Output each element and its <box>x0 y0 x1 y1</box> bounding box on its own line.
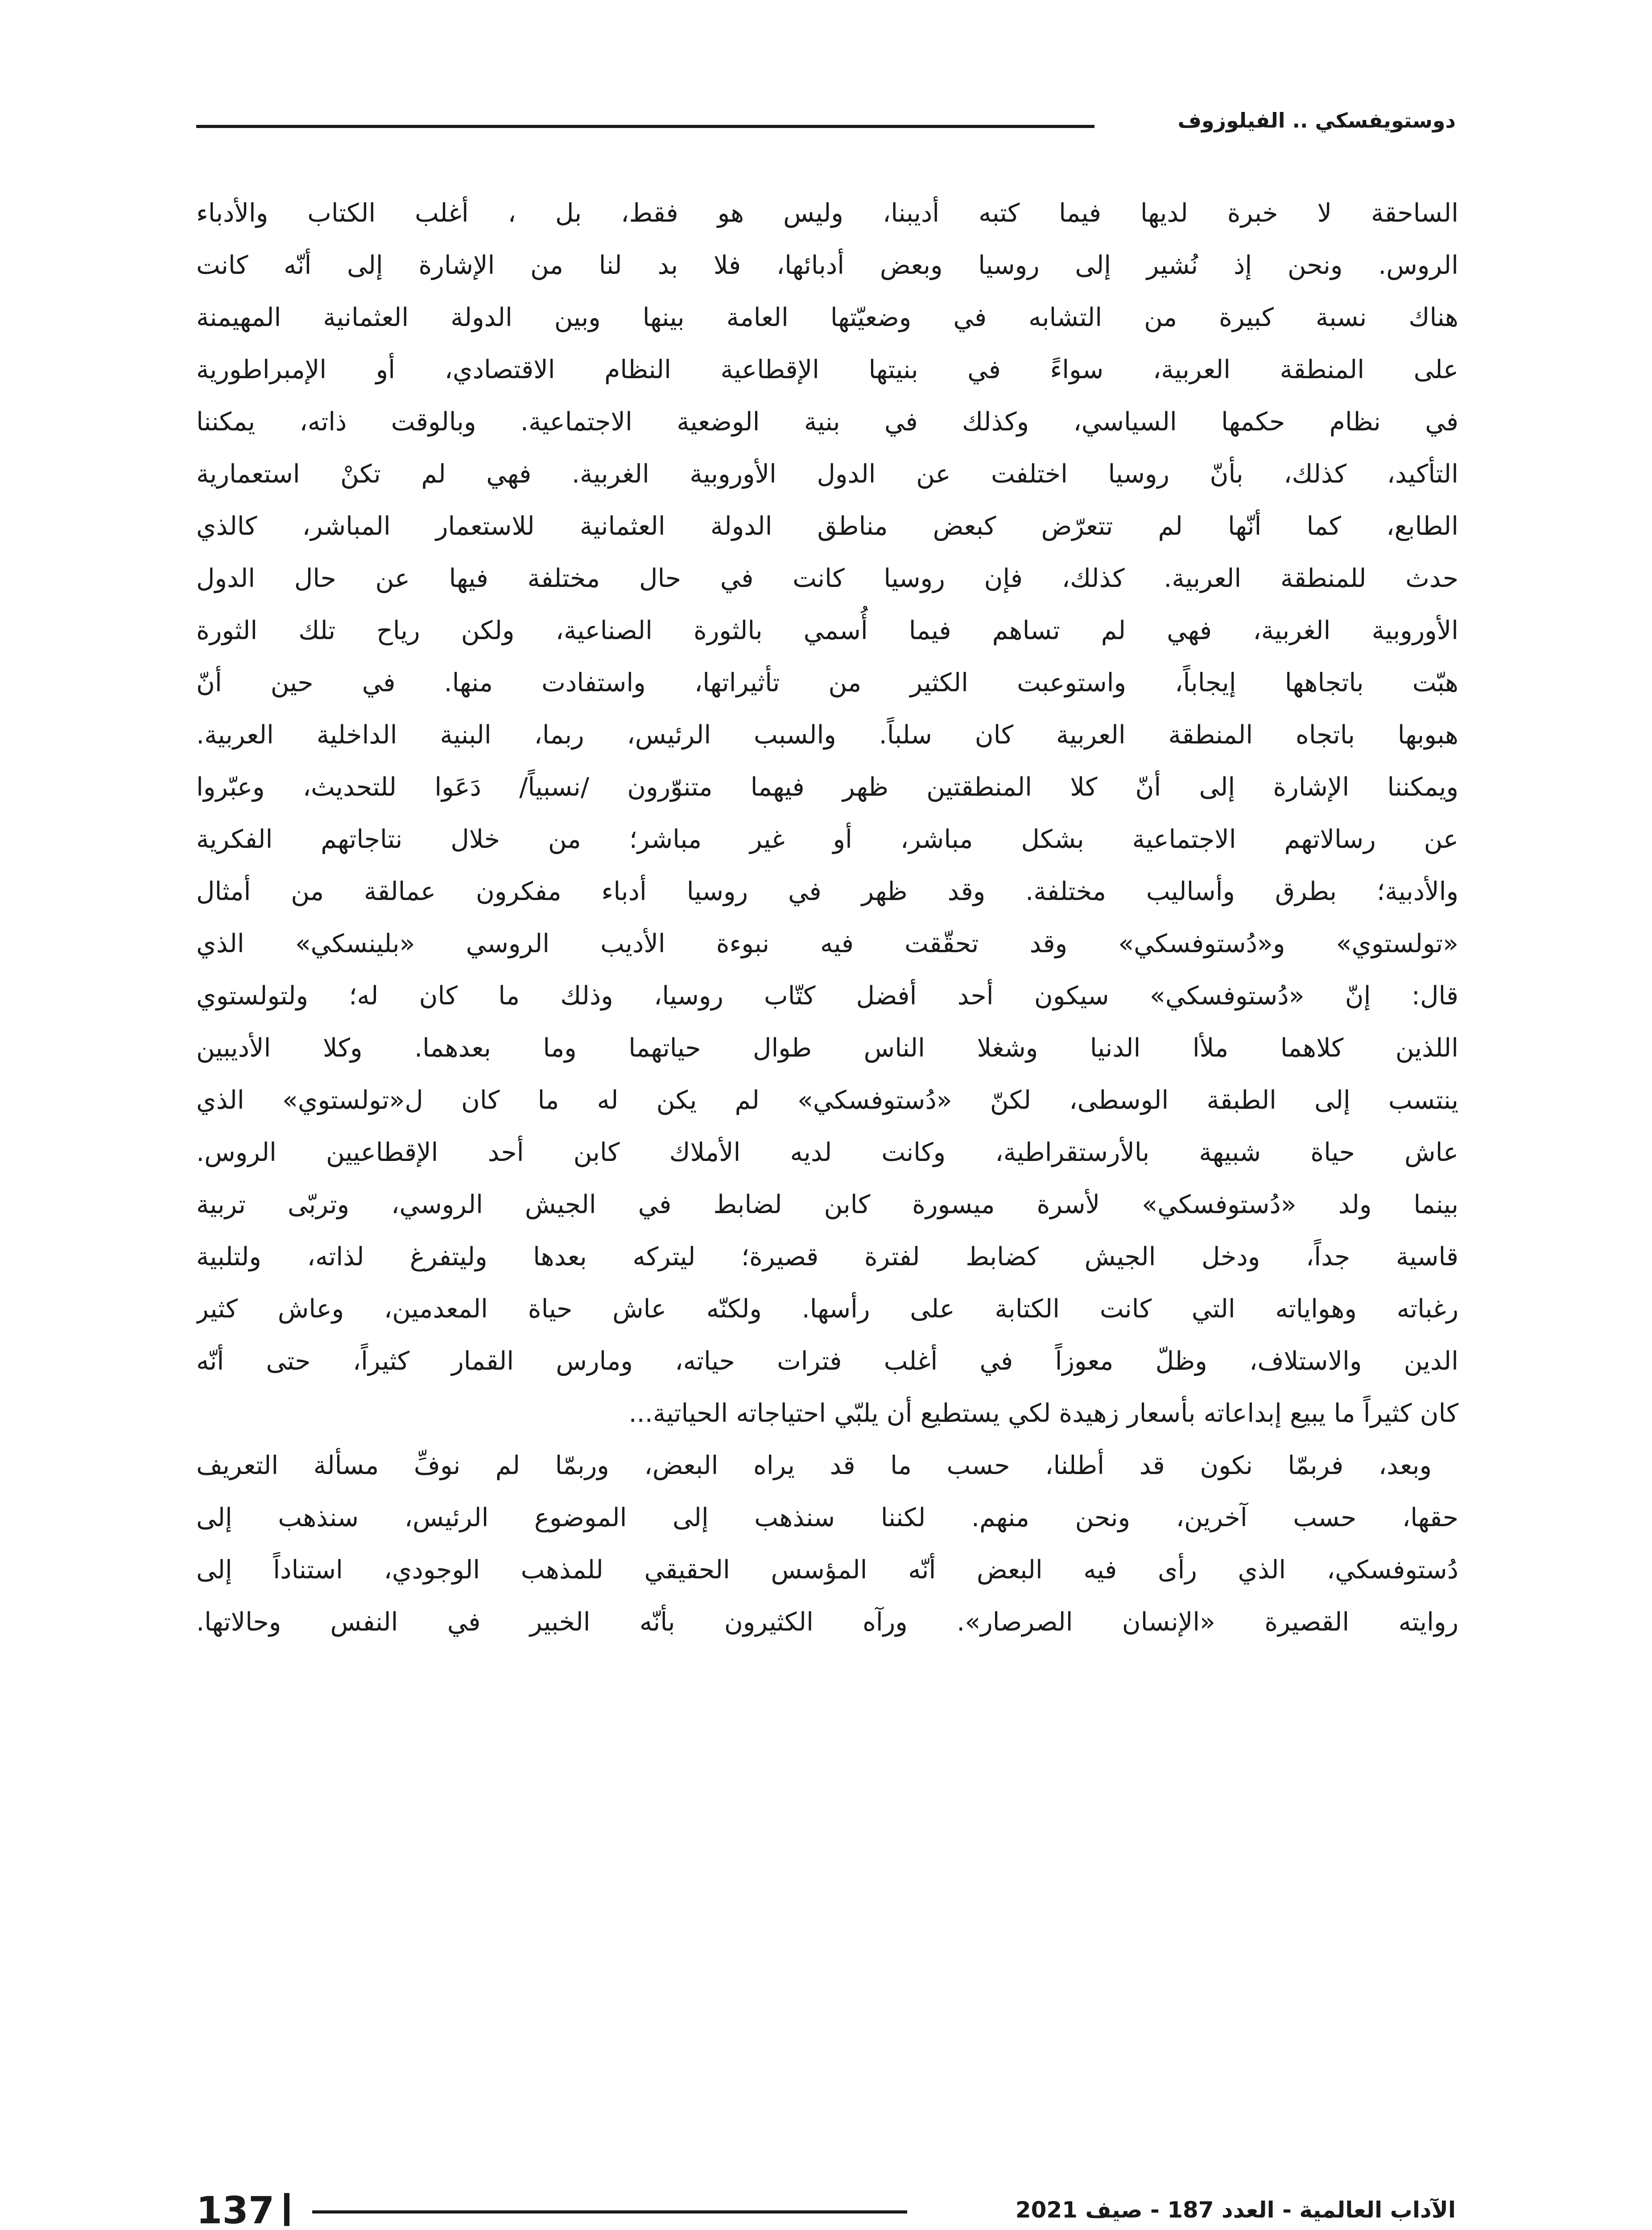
body-line: ويمكننا الإشارة إلى أنّ كلا المنطقتين ظهر فيهما متنوّرون /نسبياً/ دَعَوا للتحديث، وعبّروا <box>196 772 1458 802</box>
body-line: على المنطقة العربية، سواءً في بنيتها الإقطاعية النظام الاقتصادي، أو الإمبراطورية <box>196 355 1458 384</box>
body-line: في نظام حكمها السياسي، وكذلك في بنية الوضعية الاجتماعية. وبالوقت ذاته، يمكننا <box>196 407 1458 437</box>
body-line: دُستوفسكي، الذي رأى فيه البعض أنّه المؤسس الحقيقي للمذهب الوجودي، استناداً إلى <box>196 1555 1458 1585</box>
body-line: والأدبية؛ بطرق وأساليب مختلفة. وقد ظهر في روسيا أدباء مفكرون عمالقة من أمثال <box>196 877 1458 906</box>
header-rule <box>196 125 1094 128</box>
body-line: رغباته وهواياته التي كانت الكتابة على رأسها. ولكنّه عاش حياة المعدمين، وعاش كثير <box>196 1294 1458 1324</box>
body-line: «تولستوي» و«دُستوفسكي» وقد تحقّقت فيه نبوءة الأديب الروسي «بلينسكي» الذي <box>196 929 1458 958</box>
body-line: التأكيد، كذلك، بأنّ روسيا اختلفت عن الدول الأوروبية الغربية. فهي لم تكنْ استعمارية <box>196 459 1458 489</box>
body-line: ينتسب إلى الطبقة الوسطى، لكنّ «دُستوفسكي» لم يكن له ما كان ل«تولستوي» الذي <box>196 1086 1458 1115</box>
header-title: دوستويفسكي .. الفيلوزوف <box>1177 108 1456 132</box>
footer-rule <box>312 2210 907 2213</box>
body-line: وبعد، فربمّا نكون قد أطلنا، حسب ما قد يراه البعض، وربمّا لم نوفِّ مسألة التعريف <box>196 1451 1432 1480</box>
body-line: بينما ولد «دُستوفسكي» لأسرة ميسورة كابن لضابط في الجيش الروسي، وتربّى تربية <box>196 1190 1458 1219</box>
body-line: الطابع، كما أنّها لم تتعرّض كبعض مناطق الدولة العثمانية للاستعمار المباشر، كالذي <box>196 512 1458 541</box>
body-line: قاسية جداً، ودخل الجيش كضابط لفترة قصيرة؛ ليتركه بعدها وليتفرغ لذاته، ولتلبية <box>196 1242 1458 1272</box>
body-line: حدث للمنطقة العربية. كذلك، فإن روسيا كانت في حال مختلفة فيها عن حال الدول <box>196 564 1458 593</box>
article-body <box>196 187 1458 1648</box>
journal-issue: الآداب العالمية - العدد 187 - صيف 2021 <box>1015 2197 1456 2223</box>
page-number: 137 <box>196 2189 275 2230</box>
body-line: هبوبها باتجاه المنطقة العربية كان سلباً. والسبب الرئيس، ربما، البنية الداخلية العربية. <box>196 720 1458 750</box>
body-line: كان كثيراً ما يبيع إبداعاته بأسعار زهيدة لكي يستطيع أن يلبّي احتياجاته الحياتية... <box>628 1399 1458 1428</box>
running-footer <box>196 2185 1456 2230</box>
body-line: الأوروبية الغربية، فهي لم تساهم فيما أُسمي بالثورة الصناعية، ولكن رياح تلك الثورة <box>196 616 1458 645</box>
body-line: الروس. ونحن إذ نُشير إلى روسيا وبعض أدبائها، فلا بد لنا من الإشارة إلى أنّه كانت <box>196 251 1458 280</box>
page-number-block <box>196 2189 289 2230</box>
running-header <box>196 99 1456 139</box>
body-line: عاش حياة شبيهة بالأرستقراطية، وكانت لديه الأملاك كابن أحد الإقطاعيين الروس. <box>196 1138 1458 1167</box>
body-line: حقها، حسب آخرين، ونحن منهم. لكننا سنذهب إلى الموضوع الرئيس، سنذهب إلى <box>196 1503 1458 1532</box>
body-line: هبّت باتجاهها إيجاباً، واستوعبت الكثير من تأثيراتها، واستفادت منها. في حين أنّ <box>196 668 1458 698</box>
page-number-separator <box>284 2193 289 2226</box>
body-line: قال: إنّ «دُستوفسكي» سيكون أحد أفضل كتّاب روسيا، وذلك ما كان له؛ ولتولستوي <box>196 981 1458 1011</box>
body-line: اللذين كلاهما ملأا الدنيا وشغلا الناس طوال حياتهما وما بعدهما. وكلا الأديبين <box>196 1033 1458 1063</box>
body-line: هناك نسبة كبيرة من التشابه في وضعيّتها العامة بينها وبين الدولة العثمانية المهيمنة <box>196 303 1458 332</box>
body-line: روايته القصيرة «الإنسان الصرصار». ورآه الكثيرون بأنّه الخبير في النفس وحالاتها. <box>196 1607 1458 1637</box>
body-line: عن رسالاتهم الاجتماعية بشكل مباشر، أو غير مباشر؛ من خلال نتاجاتهم الفكرية <box>196 825 1458 854</box>
body-line: الدين والاستلاف، وظلّ معوزاً في أغلب فترات حياته، ومارس القمار كثيراً، حتى أنّه <box>196 1346 1458 1376</box>
body-line: الساحقة لا خبرة لديها فيما كتبه أديبنا، وليس هو فقط، بل ، أغلب الكتاب والأدباء <box>196 198 1458 228</box>
